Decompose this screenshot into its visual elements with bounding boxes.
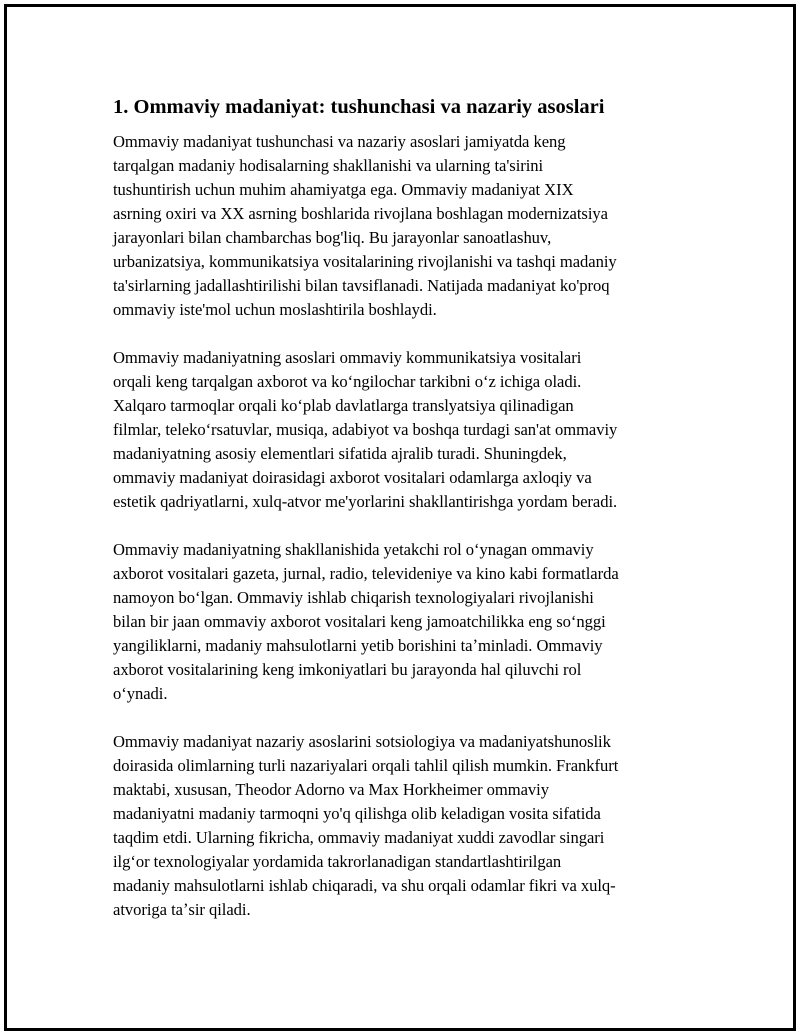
paragraph-3 — [113, 538, 685, 706]
document-body — [113, 94, 685, 946]
paragraph-line: Ommaviy madaniyatning shakllanishida yetakchi rol oʻynagan ommaviy — [113, 540, 594, 559]
paragraph-line: Ommaviy madaniyat nazariy asoslarini sotsiologiya va madaniyatshunoslik — [113, 732, 611, 751]
paragraph-1 — [113, 130, 685, 322]
paragraph-line: ommaviy iste'mol uchun moslashtirila boshlaydi. — [113, 300, 437, 319]
paragraph-line: yangiliklarni, madaniy mahsulotlarni yetib borishini taʼminladi. Ommaviy — [113, 636, 603, 655]
paragraph-line: doirasida olimlarning turli nazariyalari orqali tahlil qilish mumkin. Frankfurt — [113, 756, 619, 775]
paragraph-line: taqdim etdi. Ularning fikricha, ommaviy madaniyat xuddi zavodlar singari — [113, 828, 605, 847]
paragraph-line: madaniy mahsulotlarni ishlab chiqaradi, va shu orqali odamlar fikri va xulq- — [113, 876, 616, 895]
paragraph-line: tarqalgan madaniy hodisalarning shakllanishi va ularning ta'sirini — [113, 156, 544, 175]
paragraph-line: orqali keng tarqalgan axborot va koʻngilochar tarkibni oʻz ichiga oladi. — [113, 372, 582, 391]
paragraph-line: bilan bir jaan ommaviy axborot vositalari keng jamoatchilikka eng soʻnggi — [113, 612, 606, 631]
paragraph-line: Xalqaro tarmoqlar orqali koʻplab davlatlarga translyatsiya qilinadigan — [113, 396, 574, 415]
paragraph-line: maktabi, xususan, Theodor Adorno va Max Horkheimer ommaviy — [113, 780, 549, 799]
paragraph-line: namoyon boʻlgan. Ommaviy ishlab chiqarish texnologiyalari rivojlanishi — [113, 588, 594, 607]
paragraph-line: asrning oxiri va XX asrning boshlarida rivojlana boshlagan modernizatsiya — [113, 204, 608, 223]
paragraph-line: tushuntirish uchun muhim ahamiyatga ega. Ommaviy madaniyat XIX — [113, 180, 574, 199]
section-heading: 1. Ommaviy madaniyat: tushunchasi va nazariy asoslari — [113, 96, 605, 118]
paragraph-4 — [113, 730, 685, 922]
paragraph-line: jarayonlari bilan chambarchas bog'liq. Bu jarayonlar sanoatlashuv, — [113, 228, 552, 247]
paragraph-line: Ommaviy madaniyatning asoslari ommaviy kommunikatsiya vositalari — [113, 348, 582, 367]
paragraph-line: atvoriga taʼsir qiladi. — [113, 900, 251, 919]
paragraph-line: Ommaviy madaniyat tushunchasi va nazariy asoslari jamiyatda keng — [113, 132, 566, 151]
paragraph-line: madaniyatning asosiy elementlari sifatida ajralib turadi. Shuningdek, — [113, 444, 567, 463]
paragraph-line: axborot vositalari gazeta, jurnal, radio, televideniye va kino kabi formatlarda — [113, 564, 619, 583]
paragraph-line: ta'sirlarning jadallashtirilishi bilan tavsiflanadi. Natijada madaniyat ko'proq — [113, 276, 610, 295]
paragraph-line: axborot vositalarining keng imkoniyatlari bu jarayonda hal qiluvchi rol — [113, 660, 582, 679]
paragraph-2 — [113, 346, 685, 514]
paragraph-line: madaniyatni madaniy tarmoqni yo'q qilishga olib keladigan vosita sifatida — [113, 804, 601, 823]
paragraph-line: filmlar, telekoʻrsatuvlar, musiqa, adabiyot va boshqa turdagi san'at ommaviy — [113, 420, 618, 439]
paragraph-line: ommaviy madaniyat doirasidagi axborot vositalari odamlarga axloqiy va — [113, 468, 592, 487]
paragraph-line: estetik qadriyatlarni, xulq-atvor me'yorlarini shakllantirishga yordam beradi. — [113, 492, 618, 511]
paragraph-line: urbanizatsiya, kommunikatsiya vositalarining rivojlanishi va tashqi madaniy — [113, 252, 617, 271]
paragraph-line: oʻynadi. — [113, 684, 168, 703]
paragraph-line: ilgʻor texnologiyalar yordamida takrorlanadigan standartlashtirilgan — [113, 852, 562, 871]
